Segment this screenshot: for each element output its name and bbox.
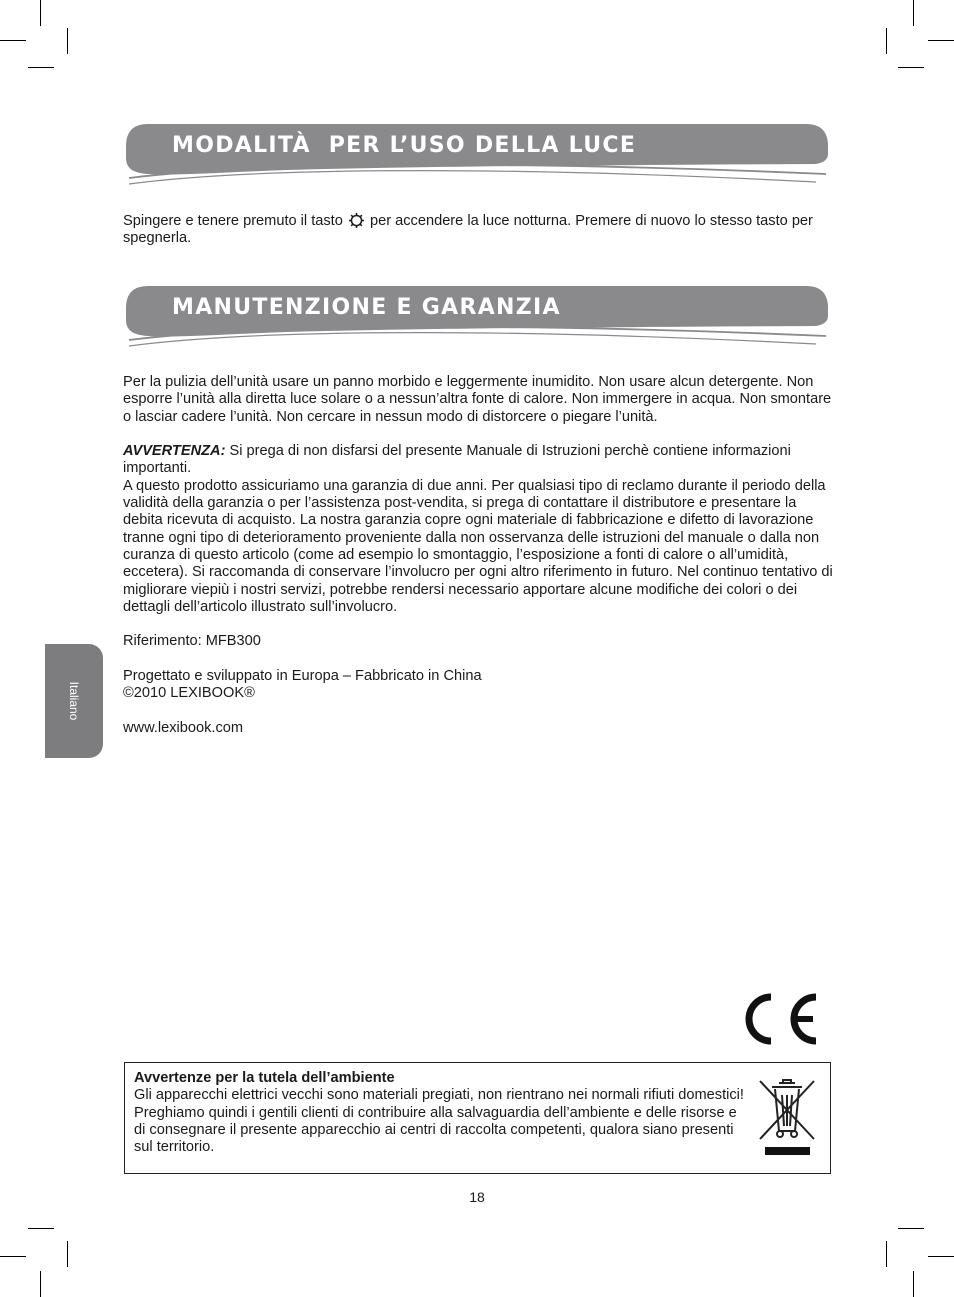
ce-mark-icon — [742, 992, 820, 1046]
reference-line: Riferimento: MFB300 — [123, 633, 261, 650]
light-usage-paragraph — [123, 213, 835, 248]
crop-mark — [67, 28, 68, 54]
section-title: MANUTENZIONE E GARANZIA — [172, 295, 561, 320]
language-tab — [45, 644, 103, 758]
crop-mark — [913, 1271, 914, 1297]
warning-text: Si prega di non disfarsi del presente Manuale di Istruzioni perchè contiene informazioni importanti. — [123, 443, 791, 477]
crop-mark — [898, 1228, 924, 1229]
light-usage-text-start: Spingere e tenere premuto il tasto — [123, 213, 343, 229]
environment-text: Gli apparecchi elettrici vecchi sono materiali pregiati, non rientrano nei normali rifiuti domestici! Preghiamo quindi i gentili clienti di contribuire alla salvaguardia dell’ambiente e delle risorse e di consegnare il presente apparecchio ai centri di raccolta competenti, qualora siano presenti sul territorio. — [134, 1087, 744, 1156]
maintenance-text — [123, 374, 835, 737]
crop-mark — [28, 67, 54, 68]
crop-mark — [67, 1241, 68, 1267]
crop-mark — [886, 1241, 887, 1267]
light-usage-text-end: per accendere la luce notturna. Premere di nuovo lo stesso tasto per spegnerla. — [123, 213, 813, 247]
crop-mark — [0, 40, 26, 41]
crop-mark — [898, 67, 924, 68]
crop-mark — [886, 28, 887, 54]
environment-notice — [124, 1062, 831, 1174]
cleaning-paragraph: Per la pulizia dell’unità usare un panno morbido e leggermente inumidito. Non usare alcun detergente. Non esporre l’unità alla diretta luce solare o a nessun’altra fonte di calore. Non immergere in acqua. Non smontare o lasciar cadere l’unità. Non cercare in nessun modo di distorcere o piegare l’unità. — [123, 374, 832, 425]
section-banner-light-usage — [126, 122, 828, 188]
crop-mark — [28, 1228, 54, 1229]
designed-line: Progettato e sviluppato in Europa – Fabbricato in China — [123, 668, 482, 685]
language-tab-label: Italiano — [67, 681, 81, 721]
crop-mark — [40, 0, 41, 26]
warning-label: AVVERTENZA: — [123, 443, 226, 460]
crop-mark — [928, 1256, 954, 1257]
crop-mark — [0, 1256, 26, 1257]
warning-paragraph — [123, 443, 835, 478]
section-banner-maintenance — [126, 284, 828, 350]
warranty-paragraph: A questo prodotto assicuriamo una garanzia di due anni. Per qualsiasi tipo di reclamo durante il periodo della validità della garanzia o per l’assistenza post-vendita, si prega di contattare il distributore e presentare la debita ricevuta di acquisto. La nostra garanzia copre ogni materiale di fabbricazione e difetto di lavorazione tranne ogni tipo di deterioramento proveniente dalla non osservanza delle istruzioni del manuale o dalla non curanza di questo articolo (come ad esempio lo smontaggio, l’esposizione a fonti di calore o all’umidità, eccetera). Si raccomanda di conservare l’involucro per ogni altro riferimento in futuro. Nel continuo tentativo di migliorare viepiù i nostri servizi, potrebbe rendersi necessario apportare alcune modifiche dei colori o dei dettagli dell’articolo illustrato sull’involucro. — [123, 477, 833, 615]
light-button-icon — [349, 213, 364, 228]
crop-mark — [913, 0, 914, 26]
copyright-line: ©2010 LEXIBOOK® — [123, 685, 255, 702]
crossed-out-bin-icon — [758, 1077, 818, 1157]
section-title: MODALITÀ PER L’USO DELLA LUCE — [172, 133, 637, 158]
crop-mark — [928, 40, 954, 41]
environment-title: Avvertenze per la tutela dell’ambiente — [134, 1070, 395, 1086]
website-link[interactable]: www.lexibook.com — [123, 719, 244, 736]
page-number: 18 — [469, 1189, 485, 1205]
crop-mark — [40, 1271, 41, 1297]
environment-text-block — [134, 1070, 744, 1156]
